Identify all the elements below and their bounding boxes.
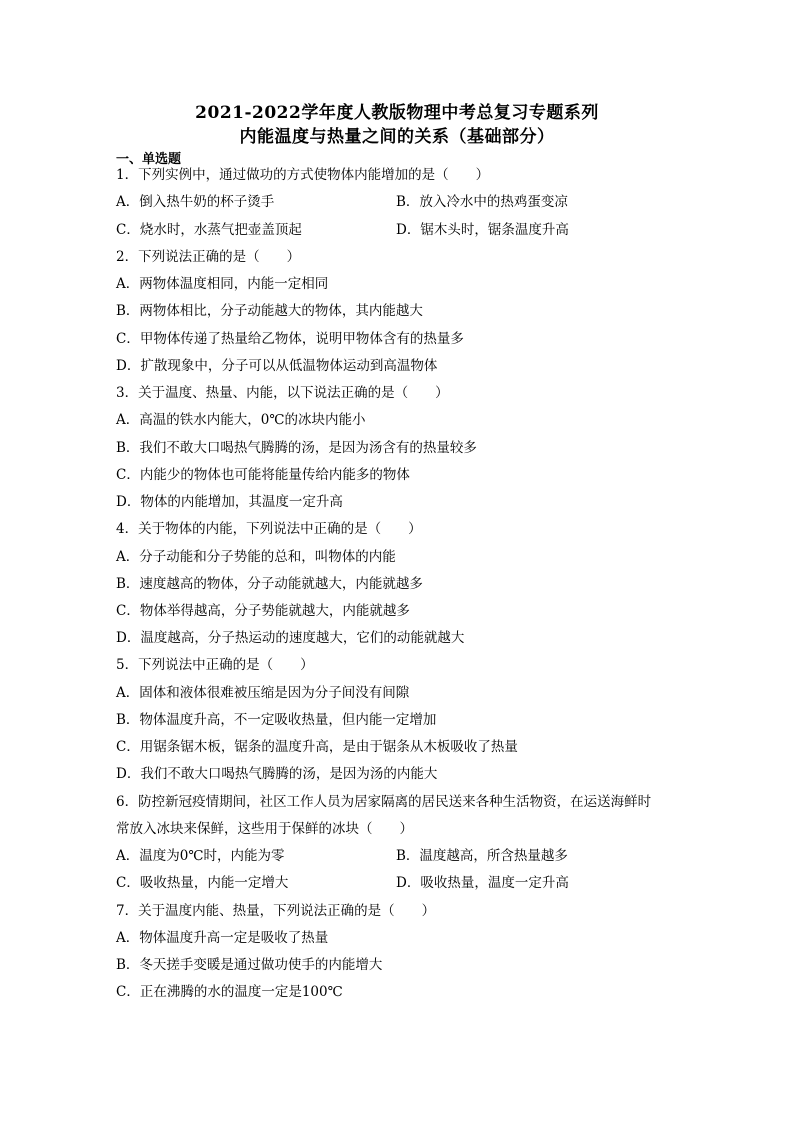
q2-option-b: B．两物体相比，分子动能越大的物体，其内能越大 [116,303,423,319]
q1-option-c: C．烧水时，水蒸气把壶盖顶起 [116,222,302,238]
q2-option-d: D．扩散现象中，分子可以从低温物体运动到高温物体 [116,358,438,374]
q7-stem: 7．关于温度内能、热量，下列说法正确的是（ ） [116,903,436,919]
q7-option-c: C．正在沸腾的水的温度一定是100℃ [116,984,343,1000]
q6-stem-line-1: 6．防控新冠疫情期间，社区工作人员为居家隔离的居民送来各种生活物资，在运送海鲜时 [116,794,652,810]
q3-option-b: B．我们不敢大口喝热气腾腾的汤，是因为汤含有的热量较多 [116,440,477,456]
q6-stem-line-2: 常放入冰块来保鲜，这些用于保鲜的冰块（ ） [116,821,413,837]
q4-option-c: C．物体举得越高，分子势能就越大，内能就越多 [116,603,410,619]
q4-option-d: D．温度越高，分子热运动的速度越大，它们的动能就越大 [116,630,465,646]
title-line-2: 内能温度与热量之间的关系（基础部分） [239,127,555,147]
q2-stem: 2．下列说法正确的是（ ） [116,249,301,265]
section-heading: 一、单选题 [116,152,182,167]
q1-option-b: B．放入冷水中的热鸡蛋变凉 [396,194,568,210]
q5-option-d: D．我们不敢大口喝热气腾腾的汤，是因为汤的内能大 [116,766,438,782]
q5-option-c: C．用锯条锯木板，锯条的温度升高，是由于锯条从木板吸收了热量 [116,739,518,755]
q3-option-a: A．高温的铁水内能大，0℃的冰块内能小 [116,412,366,428]
q4-option-b: B．速度越高的物体，分子动能就越大，内能就越多 [116,576,423,592]
q1-option-a: A．倒入热牛奶的杯子烫手 [116,194,275,210]
q2-option-c: C．甲物体传递了热量给乙物体，说明甲物体含有的热量多 [116,331,464,347]
q5-option-b: B．物体温度升高，不一定吸收热量，但内能一定增加 [116,712,437,728]
q1-option-d: D．锯木头时，锯条温度升高 [396,222,569,238]
q6-option-b: B．温度越高，所含热量越多 [396,848,568,864]
q6-option-a: A．温度为0℃时，内能为零 [116,848,285,864]
title-line-1: 2021-2022学年度人教版物理中考总复习专题系列 [195,103,599,123]
q4-stem: 4．关于物体的内能，下列说法中正确的是（ ） [116,521,422,537]
q2-option-a: A．两物体温度相同，内能一定相同 [116,276,329,292]
q5-option-a: A．固体和液体很难被压缩是因为分子间没有间隙 [116,685,410,701]
q7-option-a: A．物体温度升高一定是吸收了热量 [116,930,329,946]
q3-stem: 3．关于温度、热量、内能，以下说法正确的是（ ） [116,385,449,401]
q3-option-c: C．内能少的物体也可能将能量传给内能多的物体 [116,467,410,483]
q6-option-d: D．吸收热量，温度一定升高 [396,875,569,891]
q5-stem: 5．下列说法中正确的是（ ） [116,657,314,673]
q3-option-d: D．物体的内能增加，其温度一定升高 [116,494,343,510]
q7-option-b: B．冬天搓手变暖是通过做功使手的内能增大 [116,957,383,973]
q4-option-a: A．分子动能和分子势能的总和，叫物体的内能 [116,549,396,565]
q1-stem: 1．下列实例中，通过做功的方式使物体内能增加的是（ ） [116,167,490,183]
q6-option-c: C．吸收热量，内能一定增大 [116,875,289,891]
